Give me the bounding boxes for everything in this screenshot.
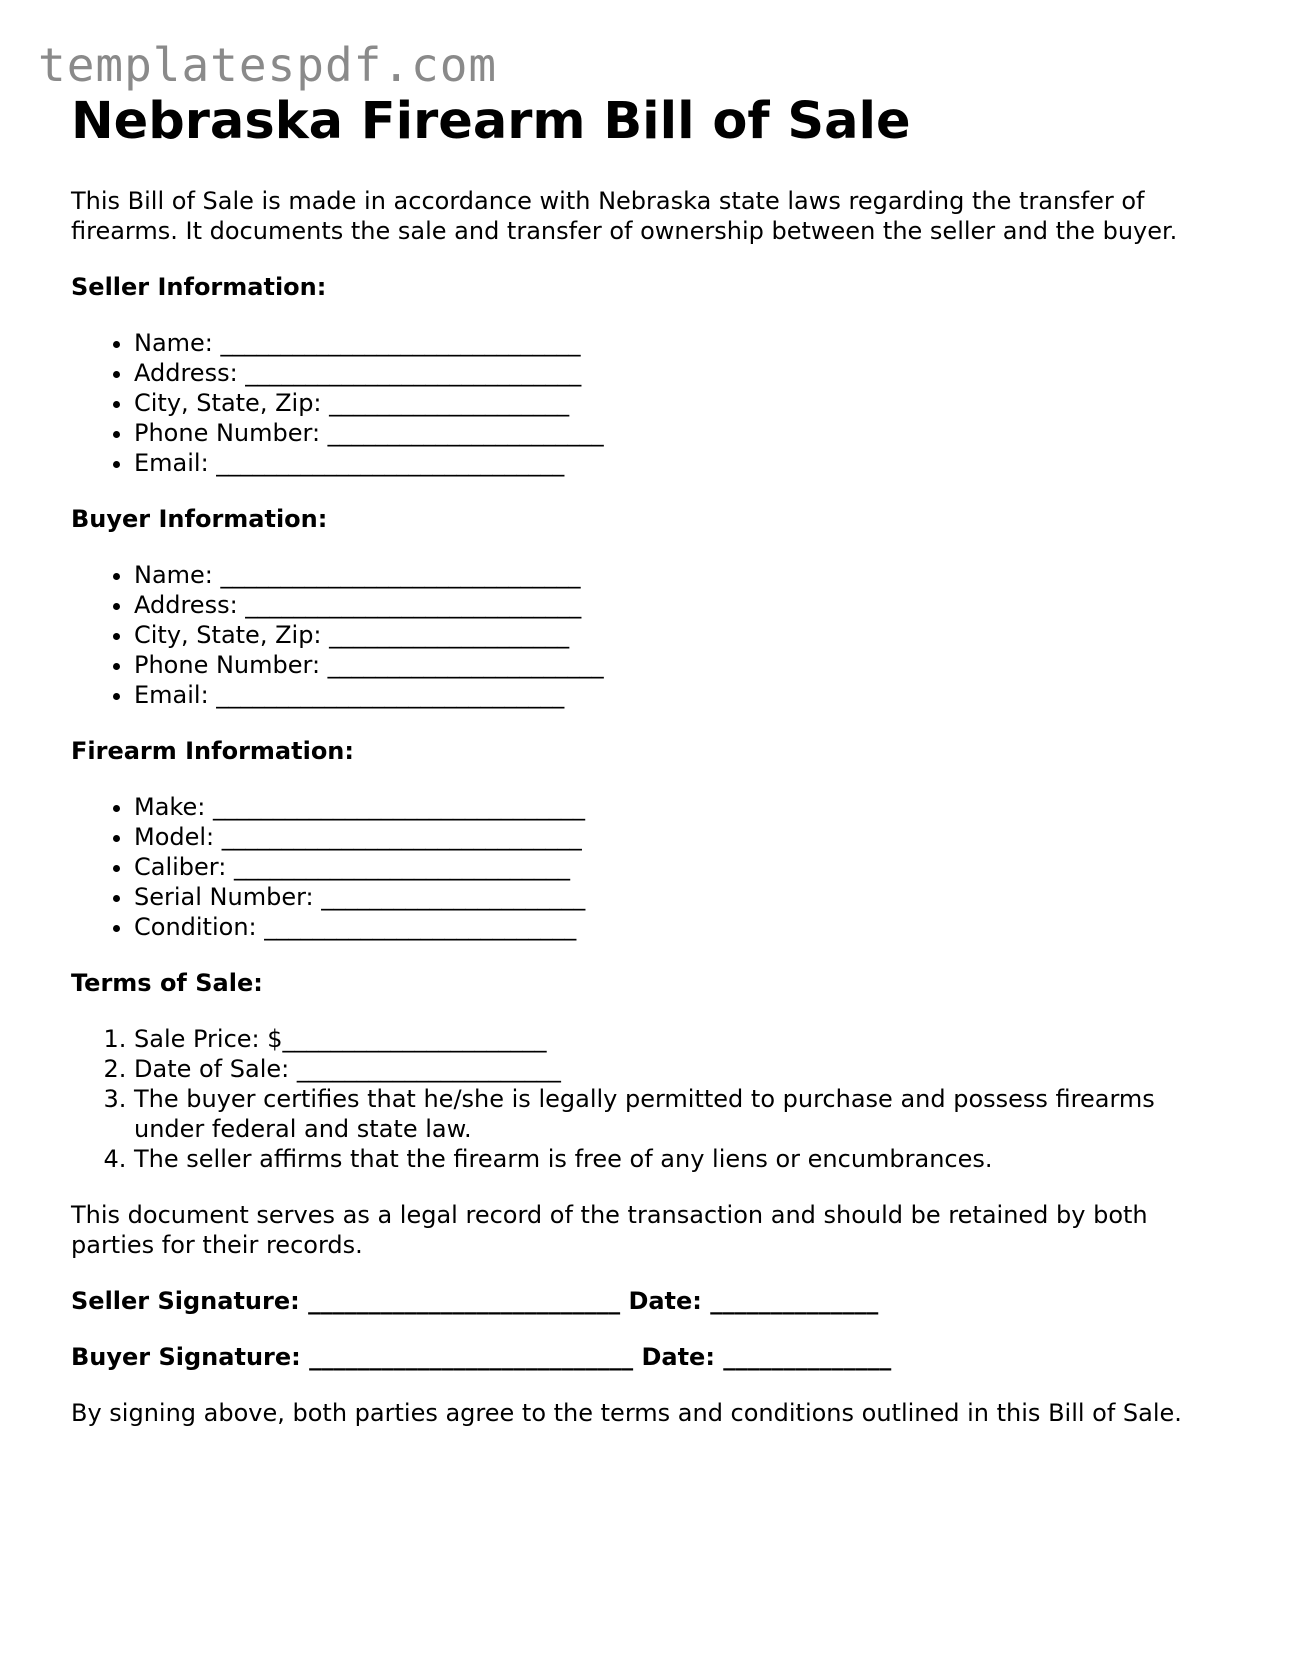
firearm-condition-field[interactable]: • Condition: __________________________ (134, 912, 1221, 942)
seller-affirmation-term: 4. The seller affirms that the firearm is free of any liens or encumbrances. (134, 1144, 1221, 1174)
watermark-text: templatespdf.com (38, 38, 498, 92)
firearm-model-field[interactable]: • Model: ______________________________ (134, 822, 1221, 852)
terms-section-heading: Terms of Sale: (71, 969, 263, 997)
buyer-phone-field[interactable]: • Phone Number: _______________________ (134, 650, 1221, 680)
seller-address-field[interactable]: • Address: ____________________________ (134, 358, 1221, 388)
firearm-caliber-field[interactable]: • Caliber: ____________________________ (134, 852, 1221, 882)
buyer-certification-term: 3. The buyer certifies that he/she is legally permitted to purchase and possess firearms under federal and state law. (134, 1084, 1221, 1144)
firearm-section-heading: Firearm Information: (71, 737, 354, 765)
buyer-signature-line[interactable]: Buyer Signature: ___________________________ Date: ______________ (71, 1343, 892, 1371)
intro-paragraph: This Bill of Sale is made in accordance with Nebraska state laws regarding the transfer of firearms. It documents the sale and transfer of ownership between the seller and the buyer. (71, 187, 1178, 245)
seller-section-heading: Seller Information: (71, 273, 327, 301)
terms-list (71, 1024, 1221, 1174)
document-body (71, 92, 1221, 1454)
buyer-address-field[interactable]: • Address: ____________________________ (134, 590, 1221, 620)
closing-paragraph: By signing above, both parties agree to the terms and conditions outlined in this Bill of Sale. (71, 1399, 1182, 1427)
seller-city-state-zip-field[interactable]: • City, State, Zip: ____________________ (134, 388, 1221, 418)
seller-phone-field[interactable]: • Phone Number: _______________________ (134, 418, 1221, 448)
buyer-name-field[interactable]: • Name: ______________________________ (134, 560, 1221, 590)
firearm-make-field[interactable]: • Make: _______________________________ (134, 792, 1221, 822)
buyer-email-field[interactable]: • Email: _____________________________ (134, 680, 1221, 710)
page-title: Nebraska Firearm Bill of Sale (71, 92, 911, 151)
buyer-section-heading: Buyer Information: (71, 505, 328, 533)
seller-name-field[interactable]: • Name: ______________________________ (134, 328, 1221, 358)
buyer-city-state-zip-field[interactable]: • City, State, Zip: ____________________ (134, 620, 1221, 650)
record-note-paragraph: This document serves as a legal record of the transaction and should be retained by both parties for their records. (71, 1201, 1148, 1259)
buyer-fields-list (71, 560, 1221, 710)
seller-email-field[interactable]: • Email: _____________________________ (134, 448, 1221, 478)
sale-date-field[interactable]: 2. Date of Sale: ______________________ (134, 1054, 1221, 1084)
seller-fields-list (71, 328, 1221, 478)
firearm-fields-list (71, 792, 1221, 942)
sale-price-field[interactable]: 1. Sale Price: $______________________ (134, 1024, 1221, 1054)
firearm-serial-number-field[interactable]: • Serial Number: ______________________ (134, 882, 1221, 912)
seller-signature-line[interactable]: Seller Signature: __________________________ Date: ______________ (71, 1287, 879, 1315)
